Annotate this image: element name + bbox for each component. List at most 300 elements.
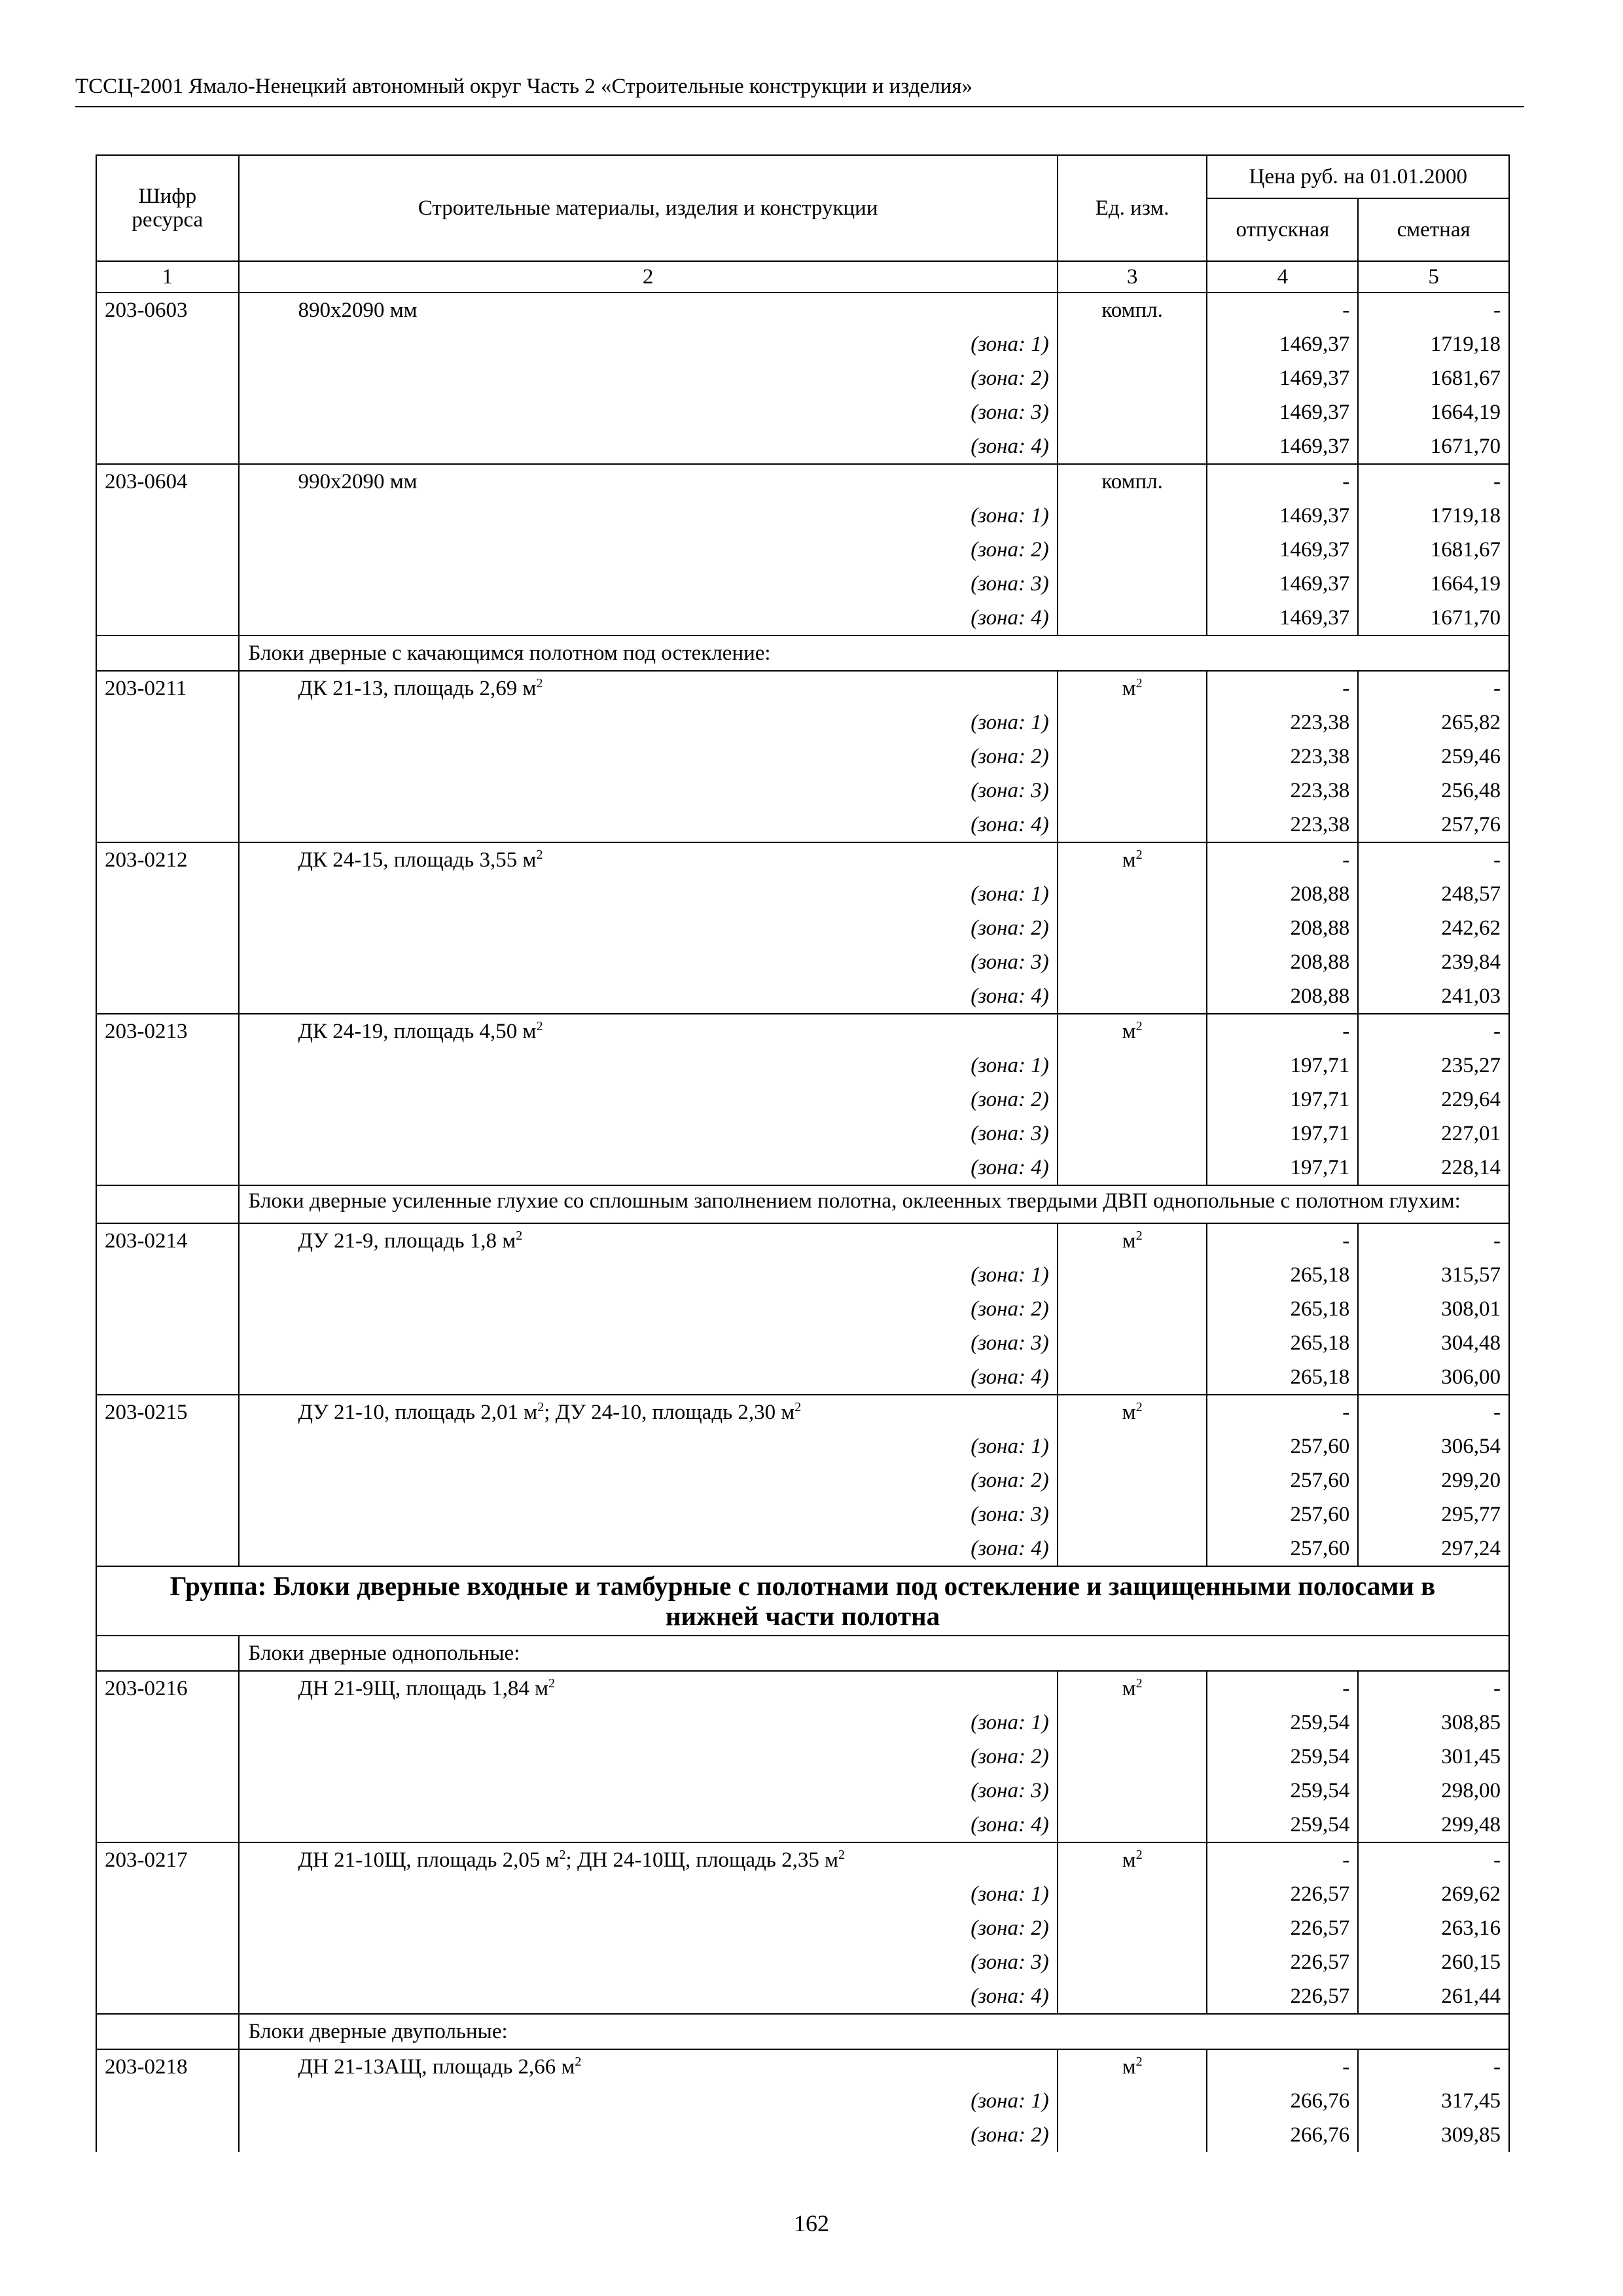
price-release: 1469,37 [1207, 567, 1358, 601]
code-cell [96, 327, 239, 361]
price-estimate: 308,01 [1358, 1292, 1509, 1326]
price-release: 197,71 [1207, 1151, 1358, 1185]
zone-row [96, 808, 1509, 842]
price-estimate: 1671,70 [1358, 601, 1509, 636]
item-name [239, 1223, 1058, 1258]
price-release: 208,88 [1207, 911, 1358, 945]
item-name-text: ДУ 21-9, площадь 1,8 м [298, 1229, 516, 1253]
resource-code: 203-0215 [96, 1395, 239, 1429]
code-cell [96, 979, 239, 1014]
code-cell [96, 1877, 239, 1911]
code-cell [96, 1083, 239, 1117]
zone-row [96, 1151, 1509, 1185]
col-number-5: 5 [1358, 261, 1509, 293]
subheading-row [96, 636, 1509, 671]
unit-cell [1058, 1498, 1207, 1532]
code-cell [96, 636, 239, 671]
price-estimate: - [1358, 464, 1509, 499]
zone-label: (зона: 2) [239, 911, 1058, 945]
item-name-text: ДН 21-10Щ, площадь 2,05 м [298, 1848, 560, 1872]
price-estimate: 241,03 [1358, 979, 1509, 1014]
zone-row [96, 706, 1509, 740]
zone-row [96, 1083, 1509, 1117]
resource-code: 203-0604 [96, 464, 239, 499]
price-estimate: 301,45 [1358, 1740, 1509, 1774]
zone-label: (зона: 3) [239, 1326, 1058, 1360]
zone-row [96, 429, 1509, 464]
zone-row [96, 979, 1509, 1014]
price-estimate: 1681,67 [1358, 361, 1509, 395]
header-price-estimate: сметная [1358, 198, 1509, 261]
zone-label: (зона: 1) [239, 1049, 1058, 1083]
price-release: 226,57 [1207, 1877, 1358, 1911]
unit-cell [1058, 1671, 1207, 1706]
unit-text: компл. [1101, 298, 1163, 322]
unit-cell [1058, 395, 1207, 429]
code-cell [96, 2118, 239, 2152]
price-estimate: - [1358, 671, 1509, 706]
code-cell [96, 945, 239, 979]
zone-row [96, 911, 1509, 945]
zone-row [96, 1808, 1509, 1842]
code-cell [96, 1292, 239, 1326]
resource-code: 203-0211 [96, 671, 239, 706]
code-cell [96, 1429, 239, 1463]
price-estimate: 260,15 [1358, 1945, 1509, 1979]
header-price: Цена руб. на 01.01.2000 [1207, 155, 1509, 198]
zone-label: (зона: 1) [239, 2084, 1058, 2118]
unit-cell [1058, 464, 1207, 499]
zone-label: (зона: 4) [239, 429, 1058, 464]
zone-row [96, 1292, 1509, 1326]
price-estimate: 269,62 [1358, 1877, 1509, 1911]
zone-row [96, 1877, 1509, 1911]
item-name [239, 1842, 1058, 1877]
table-row [96, 2049, 1509, 2084]
unit-cell [1058, 1706, 1207, 1740]
price-release: - [1207, 1014, 1358, 1049]
price-estimate: 1681,67 [1358, 533, 1509, 567]
zone-label: (зона: 2) [239, 1292, 1058, 1326]
resource-code: 203-0212 [96, 842, 239, 877]
item-name-text: ДК 21-13, площадь 2,69 м [298, 677, 537, 700]
zone-row [96, 361, 1509, 395]
code-cell [96, 774, 239, 808]
price-release: 1469,37 [1207, 533, 1358, 567]
unit-cell [1058, 1049, 1207, 1083]
item-name-text: ДН 21-9Щ, площадь 1,84 м [298, 1677, 549, 1700]
price-estimate: 306,00 [1358, 1360, 1509, 1395]
zone-row [96, 1774, 1509, 1808]
zone-row [96, 499, 1509, 533]
item-name-text: ДН 21-13АЩ, площадь 2,66 м [298, 2055, 575, 2079]
zone-row [96, 1532, 1509, 1566]
table-row [96, 1395, 1509, 1429]
zone-label: (зона: 1) [239, 706, 1058, 740]
item-name [239, 2049, 1058, 2084]
price-release: - [1207, 1395, 1358, 1429]
zone-row [96, 601, 1509, 636]
item-name [239, 1014, 1058, 1049]
price-release: 259,54 [1207, 1774, 1358, 1808]
price-release: - [1207, 1842, 1358, 1877]
price-estimate: 261,44 [1358, 1979, 1509, 2014]
unit-cell [1058, 1326, 1207, 1360]
price-release: - [1207, 671, 1358, 706]
item-name-text: ДК 24-15, площадь 3,55 м [298, 848, 537, 872]
price-release: 208,88 [1207, 877, 1358, 911]
unit-sup: 2 [1135, 1229, 1143, 1243]
zone-row [96, 2084, 1509, 2118]
price-release: 265,18 [1207, 1292, 1358, 1326]
zone-row [96, 1117, 1509, 1151]
price-estimate: 242,62 [1358, 911, 1509, 945]
zone-row [96, 1911, 1509, 1945]
price-estimate: 1671,70 [1358, 429, 1509, 464]
price-release: 1469,37 [1207, 499, 1358, 533]
code-cell [96, 1326, 239, 1360]
price-release: 265,18 [1207, 1360, 1358, 1395]
unit-cell [1058, 1258, 1207, 1292]
zone-row [96, 774, 1509, 808]
item-name [239, 842, 1058, 877]
unit-cell [1058, 1395, 1207, 1429]
price-release: 1469,37 [1207, 361, 1358, 395]
unit-cell [1058, 293, 1207, 327]
code-cell [96, 2084, 239, 2118]
unit-cell [1058, 842, 1207, 877]
zone-label: (зона: 1) [239, 877, 1058, 911]
price-estimate: - [1358, 1014, 1509, 1049]
table-row [96, 464, 1509, 499]
code-cell [96, 1636, 239, 1671]
unit-cell [1058, 1945, 1207, 1979]
code-cell [96, 1463, 239, 1498]
price-release: - [1207, 1223, 1358, 1258]
unit-cell [1058, 1774, 1207, 1808]
zone-label: (зона: 2) [239, 1740, 1058, 1774]
unit-cell [1058, 2084, 1207, 2118]
group-heading: Группа: Блоки дверные входные и тамбурные с полотнами под остекление и защищенными полосами в нижней части полотна [96, 1566, 1509, 1636]
price-release: 257,60 [1207, 1463, 1358, 1498]
zone-label: (зона: 2) [239, 1463, 1058, 1498]
item-name-sup: 2 [536, 1019, 543, 1033]
price-estimate: 1719,18 [1358, 499, 1509, 533]
unit-sup: 2 [1135, 1019, 1143, 1033]
price-estimate: - [1358, 2049, 1509, 2084]
table-body [96, 293, 1509, 2152]
item-name-sup: 2 [559, 1848, 566, 1862]
code-cell [96, 1911, 239, 1945]
item-name-text-2: ; ДУ 24-10, площадь 2,30 м [544, 1401, 795, 1424]
unit-sup: 2 [1135, 1676, 1143, 1691]
unit-cell [1058, 567, 1207, 601]
zone-row [96, 877, 1509, 911]
price-estimate: 256,48 [1358, 774, 1509, 808]
unit-text: м [1122, 2055, 1136, 2079]
unit-cell [1058, 1808, 1207, 1842]
price-release: 266,76 [1207, 2118, 1358, 2152]
unit-cell [1058, 1911, 1207, 1945]
item-name-text: ДК 24-19, площадь 4,50 м [298, 1020, 537, 1043]
zone-label: (зона: 3) [239, 1498, 1058, 1532]
code-cell [96, 567, 239, 601]
price-estimate: 1664,19 [1358, 395, 1509, 429]
item-name [239, 293, 1058, 327]
zone-row [96, 945, 1509, 979]
unit-cell [1058, 1740, 1207, 1774]
zone-label: (зона: 3) [239, 1774, 1058, 1808]
running-header: ТССЦ-2001 Ямало-Ненецкий автономный округ Часть 2 «Строительные конструкции и изделия» [75, 73, 1524, 107]
price-release: 1469,37 [1207, 327, 1358, 361]
zone-label: (зона: 4) [239, 808, 1058, 842]
subheading-text: Блоки дверные усиленные глухие со сплошным заполнением полотна, оклеенных твердыми ДВП однопольные с полотном глухим: [239, 1185, 1509, 1223]
price-release: 257,60 [1207, 1429, 1358, 1463]
zone-row [96, 740, 1509, 774]
price-estimate: - [1358, 1395, 1509, 1429]
unit-text: компл. [1101, 470, 1163, 493]
zone-label: (зона: 4) [239, 601, 1058, 636]
price-estimate: - [1358, 1842, 1509, 1877]
item-name-sup-2: 2 [794, 1400, 802, 1414]
code-cell [96, 1151, 239, 1185]
zone-row [96, 1463, 1509, 1498]
price-release: 259,54 [1207, 1808, 1358, 1842]
header-code: Шифр ресурса [96, 155, 239, 261]
code-cell [96, 395, 239, 429]
price-release: - [1207, 293, 1358, 327]
unit-cell [1058, 1429, 1207, 1463]
zone-label: (зона: 2) [239, 1083, 1058, 1117]
unit-cell [1058, 979, 1207, 1014]
zone-label: (зона: 1) [239, 1258, 1058, 1292]
item-name [239, 1395, 1058, 1429]
col-number-4: 4 [1207, 261, 1358, 293]
item-name-sup: 2 [548, 1676, 556, 1691]
price-estimate: 297,24 [1358, 1532, 1509, 1566]
zone-row [96, 1429, 1509, 1463]
price-release: 1469,37 [1207, 601, 1358, 636]
item-name-text: ДУ 21-10, площадь 2,01 м [298, 1401, 538, 1424]
unit-sup: 2 [1135, 1848, 1143, 1862]
zone-row [96, 1740, 1509, 1774]
price-release: 223,38 [1207, 808, 1358, 842]
subheading-text: Блоки дверные с качающимся полотном под остекление: [239, 636, 1509, 671]
header-price-release: отпускная [1207, 198, 1358, 261]
zone-label: (зона: 1) [239, 1877, 1058, 1911]
resource-code: 203-0216 [96, 1671, 239, 1706]
code-cell [96, 533, 239, 567]
unit-sup: 2 [1135, 848, 1143, 862]
unit-cell [1058, 877, 1207, 911]
price-estimate: - [1358, 1223, 1509, 1258]
item-name-text-2: ; ДН 24-10Щ, площадь 2,35 м [565, 1848, 838, 1872]
unit-cell [1058, 1360, 1207, 1395]
code-cell [96, 2014, 239, 2049]
price-release: 226,57 [1207, 1945, 1358, 1979]
unit-cell [1058, 1151, 1207, 1185]
unit-text: м [1122, 1677, 1136, 1700]
unit-cell [1058, 601, 1207, 636]
subheading-text: Блоки дверные однопольные: [239, 1636, 1509, 1671]
zone-label: (зона: 3) [239, 395, 1058, 429]
price-estimate: 228,14 [1358, 1151, 1509, 1185]
price-table [96, 154, 1510, 2152]
resource-code: 203-0603 [96, 293, 239, 327]
unit-text: м [1122, 677, 1136, 700]
code-cell [96, 1498, 239, 1532]
unit-cell [1058, 1877, 1207, 1911]
unit-cell [1058, 740, 1207, 774]
item-name-sup: 2 [536, 676, 543, 691]
unit-cell [1058, 1292, 1207, 1326]
price-estimate: 317,45 [1358, 2084, 1509, 2118]
unit-cell [1058, 2049, 1207, 2084]
col-number-3: 3 [1058, 261, 1207, 293]
unit-cell [1058, 671, 1207, 706]
price-estimate: 263,16 [1358, 1911, 1509, 1945]
resource-code: 203-0213 [96, 1014, 239, 1049]
item-name [239, 1671, 1058, 1706]
price-release: 226,57 [1207, 1911, 1358, 1945]
price-release: - [1207, 464, 1358, 499]
unit-cell [1058, 1979, 1207, 2014]
code-cell [96, 1945, 239, 1979]
code-cell [96, 1979, 239, 2014]
price-estimate: 257,76 [1358, 808, 1509, 842]
unit-cell [1058, 706, 1207, 740]
zone-label: (зона: 4) [239, 1532, 1058, 1566]
unit-cell [1058, 774, 1207, 808]
code-cell [96, 1740, 239, 1774]
unit-text: м [1122, 848, 1136, 872]
zone-label: (зона: 1) [239, 1429, 1058, 1463]
unit-cell [1058, 1223, 1207, 1258]
code-cell [96, 429, 239, 464]
unit-cell [1058, 2118, 1207, 2152]
code-cell [96, 1117, 239, 1151]
zone-row [96, 1326, 1509, 1360]
unit-cell [1058, 327, 1207, 361]
item-name-text: 890х2090 мм [298, 298, 418, 322]
table-row [96, 1671, 1509, 1706]
zone-label: (зона: 1) [239, 499, 1058, 533]
price-release: 266,76 [1207, 2084, 1358, 2118]
zone-row [96, 1049, 1509, 1083]
price-estimate: 299,48 [1358, 1808, 1509, 1842]
zone-label: (зона: 2) [239, 361, 1058, 395]
code-cell [96, 911, 239, 945]
price-release: - [1207, 2049, 1358, 2084]
unit-cell [1058, 533, 1207, 567]
zone-row [96, 1945, 1509, 1979]
code-cell [96, 1706, 239, 1740]
price-release: 257,60 [1207, 1532, 1358, 1566]
zone-label: (зона: 2) [239, 740, 1058, 774]
resource-code: 203-0218 [96, 2049, 239, 2084]
unit-text: м [1122, 1401, 1136, 1424]
unit-cell [1058, 361, 1207, 395]
zone-label: (зона: 1) [239, 1706, 1058, 1740]
code-cell [96, 1774, 239, 1808]
price-release: 226,57 [1207, 1979, 1358, 2014]
price-estimate: 248,57 [1358, 877, 1509, 911]
price-estimate: 295,77 [1358, 1498, 1509, 1532]
subheading-text: Блоки дверные двупольные: [239, 2014, 1509, 2049]
table-row [96, 293, 1509, 327]
price-estimate: - [1358, 842, 1509, 877]
item-name-text: 990х2090 мм [298, 470, 418, 493]
zone-row [96, 567, 1509, 601]
unit-cell [1058, 1532, 1207, 1566]
price-estimate: 229,64 [1358, 1083, 1509, 1117]
subheading-row [96, 2014, 1509, 2049]
price-estimate: 1664,19 [1358, 567, 1509, 601]
code-cell [96, 1808, 239, 1842]
price-release: 197,71 [1207, 1083, 1358, 1117]
unit-text: м [1122, 1848, 1136, 1872]
item-name-sup-2: 2 [838, 1848, 845, 1862]
unit-sup: 2 [1135, 1400, 1143, 1414]
price-release: 197,71 [1207, 1049, 1358, 1083]
col-number-2: 2 [239, 261, 1058, 293]
code-cell [96, 601, 239, 636]
price-release: 259,54 [1207, 1706, 1358, 1740]
unit-cell [1058, 1014, 1207, 1049]
zone-row [96, 1498, 1509, 1532]
zone-row [96, 327, 1509, 361]
code-cell [96, 1185, 239, 1223]
price-release: 265,18 [1207, 1326, 1358, 1360]
table-row [96, 1223, 1509, 1258]
price-release: 223,38 [1207, 706, 1358, 740]
zone-label: (зона: 3) [239, 945, 1058, 979]
price-release: 208,88 [1207, 979, 1358, 1014]
item-name-sup: 2 [516, 1229, 523, 1243]
unit-cell [1058, 945, 1207, 979]
zone-label: (зона: 3) [239, 774, 1058, 808]
price-estimate: 235,27 [1358, 1049, 1509, 1083]
zone-row [96, 2118, 1509, 2152]
zone-row [96, 533, 1509, 567]
unit-cell [1058, 1117, 1207, 1151]
price-estimate: 298,00 [1358, 1774, 1509, 1808]
item-name [239, 464, 1058, 499]
price-estimate: 315,57 [1358, 1258, 1509, 1292]
unit-sup: 2 [1135, 676, 1143, 691]
item-name-sup: 2 [575, 2054, 582, 2069]
item-name [239, 671, 1058, 706]
header-unit: Ед. изм. [1058, 155, 1207, 261]
zone-label: (зона: 3) [239, 1117, 1058, 1151]
price-release: 1469,37 [1207, 395, 1358, 429]
zone-label: (зона: 1) [239, 327, 1058, 361]
subheading-row [96, 1636, 1509, 1671]
price-release: 259,54 [1207, 1740, 1358, 1774]
price-estimate: 306,54 [1358, 1429, 1509, 1463]
price-release: 223,38 [1207, 774, 1358, 808]
code-cell [96, 1049, 239, 1083]
code-cell [96, 877, 239, 911]
zone-label: (зона: 2) [239, 1911, 1058, 1945]
zone-row [96, 1979, 1509, 2014]
unit-cell [1058, 1842, 1207, 1877]
zone-label: (зона: 4) [239, 1151, 1058, 1185]
resource-code: 203-0217 [96, 1842, 239, 1877]
zone-label: (зона: 2) [239, 2118, 1058, 2152]
price-estimate: 1719,18 [1358, 327, 1509, 361]
code-cell [96, 1532, 239, 1566]
